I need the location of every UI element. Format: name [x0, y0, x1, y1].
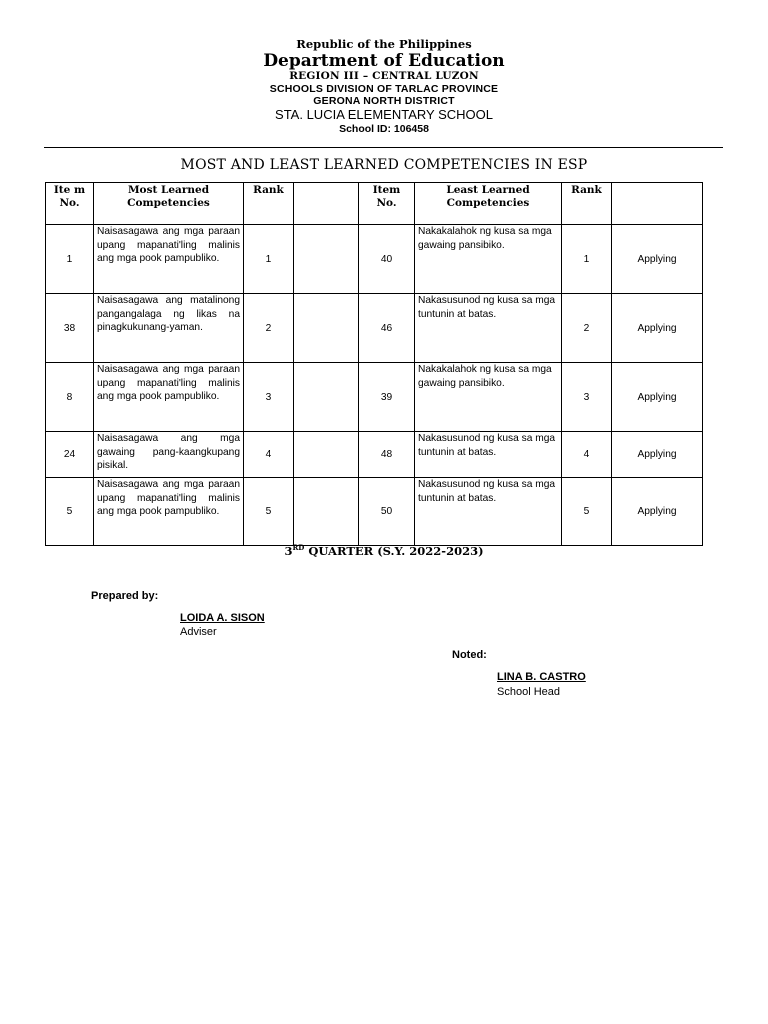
level-cell: Applying [612, 294, 703, 363]
header-most-learned: Most Learned Competencies [94, 183, 244, 225]
header-divider [44, 147, 723, 148]
least-learned-cell: Nakasusunod ng kusa sa mga tuntunin at batas. [415, 294, 562, 363]
header-rank: Rank [244, 183, 294, 225]
header-item-no-2: Item No. [359, 183, 415, 225]
level-cell: Applying [612, 478, 703, 546]
rank-2-cell: 3 [562, 363, 612, 432]
item-no-2-cell: 40 [359, 225, 415, 294]
header-blank-2 [612, 183, 703, 225]
item-no-cell: 5 [46, 478, 94, 546]
least-learned-cell: Nakakalahok ng kusa sa mga gawaing pansibiko. [415, 225, 562, 294]
item-no-cell: 1 [46, 225, 94, 294]
prepared-by-label: Prepared by: [91, 590, 159, 602]
rank-cell: 1 [244, 225, 294, 294]
blank-cell [294, 225, 359, 294]
noted-label: Noted: [452, 649, 487, 661]
blank-cell [294, 478, 359, 546]
quarter-text: QUARTER (S.Y. 2022-2023) [304, 544, 484, 558]
blank-cell [294, 294, 359, 363]
most-learned-cell: Naisasagawa ang matalinong pangangalaga ng likas na pinagkukunang-yaman. [94, 294, 244, 363]
header-least-learned: Least Learned Competencies [415, 183, 562, 225]
header-blank [294, 183, 359, 225]
table-row [46, 363, 703, 432]
rank-2-cell: 5 [562, 478, 612, 546]
level-cell: Applying [612, 432, 703, 478]
level-cell: Applying [612, 363, 703, 432]
most-learned-cell: Naisasagawa ang mga paraan upang mapanati'ling malinis ang mga pook pampubliko. [94, 478, 244, 546]
item-no-2-cell: 50 [359, 478, 415, 546]
school-head-role: School Head [497, 686, 560, 698]
competencies-table [45, 182, 703, 546]
rank-cell: 4 [244, 432, 294, 478]
district-heading: GERONA NORTH DISTRICT [313, 95, 455, 107]
rank-cell: 5 [244, 478, 294, 546]
most-learned-cell: Naisasagawa ang mga paraan upang mapanati'ling malinis ang mga pook pampubliko. [94, 363, 244, 432]
school-name: STA. LUCIA ELEMENTARY SCHOOL [275, 107, 493, 122]
table-row [46, 225, 703, 294]
document-title: MOST AND LEAST LEARNED COMPETENCIES IN ESP [180, 157, 588, 173]
republic-heading: Republic of the Philippines [296, 37, 472, 51]
header-item-no: Ite m No. [46, 183, 94, 225]
rank-2-cell: 1 [562, 225, 612, 294]
adviser-role: Adviser [180, 626, 217, 638]
blank-cell [294, 432, 359, 478]
header-rank-2: Rank [562, 183, 612, 225]
item-no-cell: 24 [46, 432, 94, 478]
division-heading: SCHOOLS DIVISION OF TARLAC PROVINCE [269, 83, 499, 95]
rank-2-cell: 2 [562, 294, 612, 363]
rank-2-cell: 4 [562, 432, 612, 478]
school-head-name: LINA B. CASTRO [497, 671, 586, 683]
item-no-2-cell: 48 [359, 432, 415, 478]
quarter-suffix: RD [292, 543, 305, 552]
school-id: School ID: 106458 [339, 123, 429, 135]
quarter-caption [0, 543, 768, 558]
table-row [46, 432, 703, 478]
least-learned-cell: Nakasusunod ng kusa sa mga tuntunin at batas. [415, 478, 562, 546]
level-cell: Applying [612, 225, 703, 294]
item-no-2-cell: 39 [359, 363, 415, 432]
rank-cell: 2 [244, 294, 294, 363]
table-row [46, 294, 703, 363]
quarter-number: 3 [284, 544, 293, 558]
rank-cell: 3 [244, 363, 294, 432]
least-learned-cell: Nakasusunod ng kusa sa mga tuntunin at batas. [415, 432, 562, 478]
table-header-row [46, 183, 703, 225]
item-no-2-cell: 46 [359, 294, 415, 363]
department-heading: Department of Education [263, 51, 505, 71]
least-learned-cell: Nakakalahok ng kusa sa mga gawaing pansibiko. [415, 363, 562, 432]
item-no-cell: 38 [46, 294, 94, 363]
most-learned-cell: Naisasagawa ang mga paraan upang mapanati'ling malinis ang mga pook pampubliko. [94, 225, 244, 294]
region-heading: REGION III – CENTRAL LUZON [289, 70, 479, 82]
table-row [46, 478, 703, 546]
most-learned-cell: Naisasagawa ang mga gawaing pang-kaangkupang pisikal. [94, 432, 244, 478]
blank-cell [294, 363, 359, 432]
adviser-name: LOIDA A. SISON [180, 612, 265, 624]
item-no-cell: 8 [46, 363, 94, 432]
